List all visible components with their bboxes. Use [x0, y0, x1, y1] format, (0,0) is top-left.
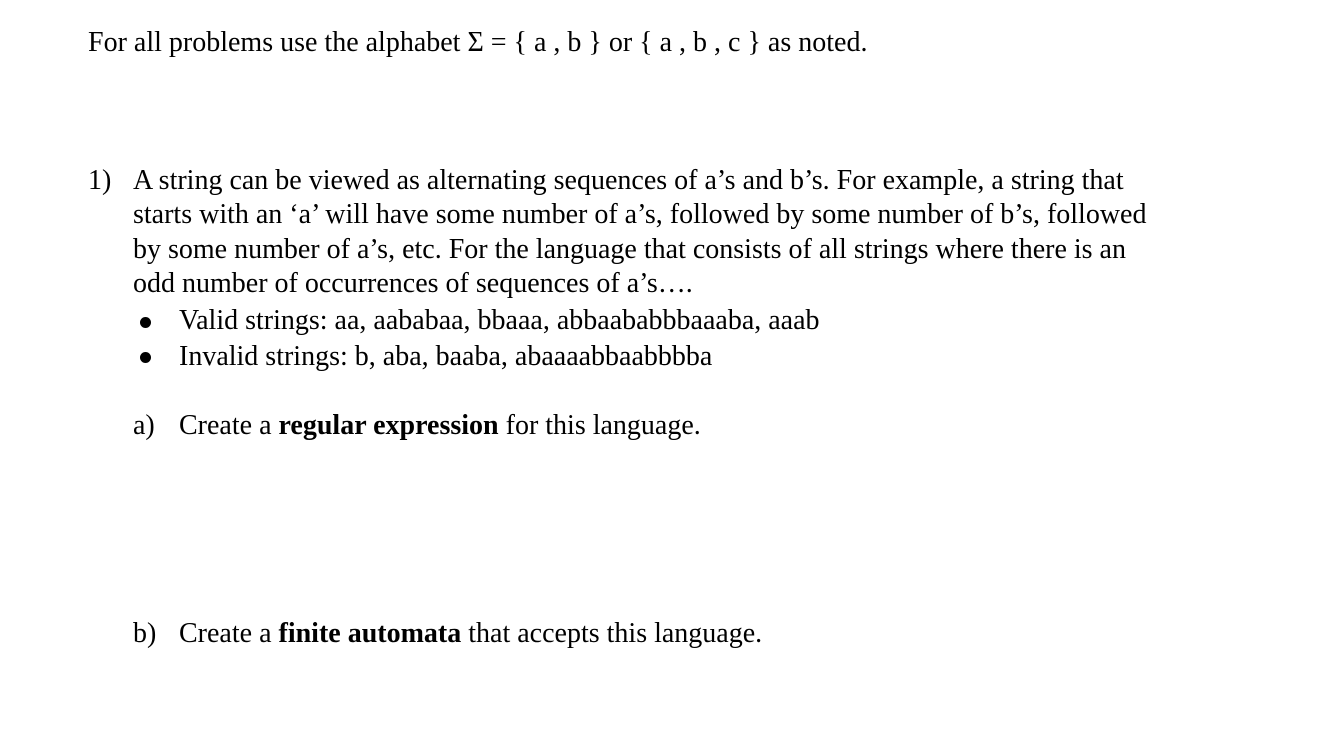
part-b-bold: finite automata	[278, 618, 462, 649]
problem-line-1: A string can be viewed as alternating sequences of a’s and b’s. For example, a string that	[133, 165, 1124, 196]
part-b-after: that accepts this language.	[461, 618, 763, 649]
part-a-label: a)	[133, 410, 155, 441]
part-b-label: b)	[133, 618, 157, 649]
part-a-before: Create a	[179, 410, 279, 441]
problem-line-2: starts with an ‘a’ will have some number of a’s, followed by some number of b’s, followed	[133, 199, 1147, 230]
part-a-after: for this language.	[498, 410, 701, 441]
problem-line-3: by some number of a’s, etc. For the language that consists of all strings where there is an	[133, 234, 1126, 265]
part-a-bold: regular expression	[278, 410, 499, 441]
problem-number: 1)	[88, 165, 112, 196]
problem-line-4: odd number of occurrences of sequences of a’s….	[133, 268, 693, 299]
bullet-icon	[140, 352, 151, 363]
bullet-icon	[140, 317, 151, 328]
valid-strings: Valid strings: aa, aababaa, bbaaa, abbaababbbaaaba, aaab	[179, 305, 820, 336]
part-a-text	[179, 409, 701, 443]
intro-text: For all problems use the alphabet Σ = { a , b } or { a , b , c } as noted.	[88, 27, 868, 58]
invalid-strings: Invalid strings: b, aba, baaba, abaaaabbaabbbba	[179, 341, 713, 372]
part-b-text	[179, 617, 762, 651]
part-b-before: Create a	[179, 618, 279, 649]
